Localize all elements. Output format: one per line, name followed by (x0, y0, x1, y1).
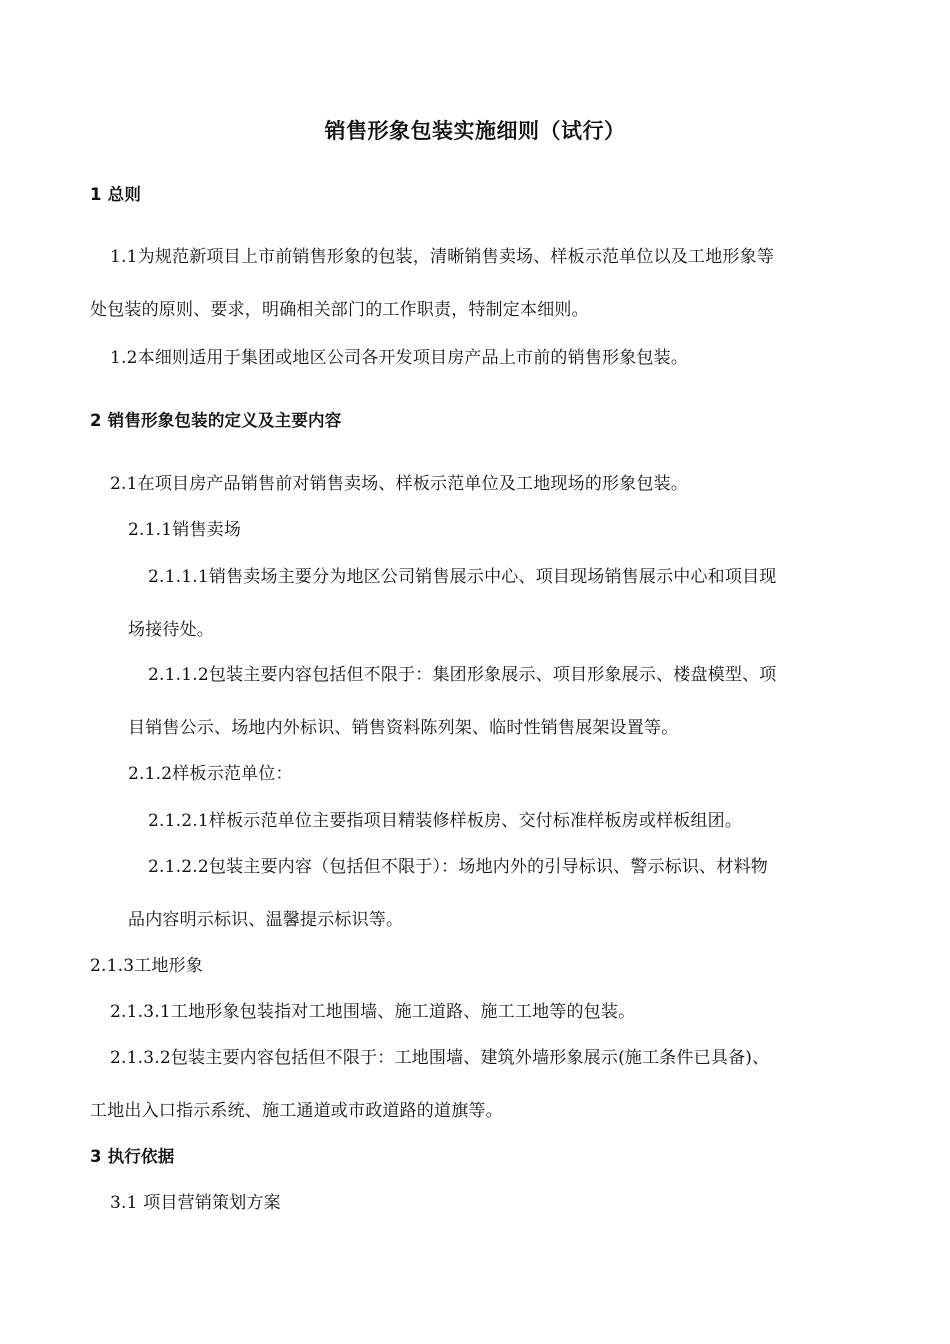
paragraph-2-1-1-1-line-1: 2.1.1.1销售卖场主要分为地区公司销售展示中心、项目现场销售展示中心和项目现 (148, 567, 777, 587)
paragraph-2-1-2-2-line-1: 2.1.2.2包装主要内容（包括但不限于）：场地内外的引导标识、警示标识、材料物 (148, 857, 768, 877)
section-2-heading: 2 销售形象包装的定义及主要内容 (90, 411, 342, 430)
paragraph-2-1-2-2-line-2: 品内容明示标识、温馨提示标识等。 (128, 910, 404, 930)
paragraph-1-1-line-2: 处包装的原则、要求，明确相关部门的工作职责，特制定本细则。 (90, 300, 589, 320)
section-1-heading: 1 总则 (90, 185, 142, 204)
paragraph-2-1-1: 2.1.1销售卖场 (128, 520, 242, 540)
document-title: 销售形象包装实施细则（试行） (324, 119, 626, 143)
paragraph-2-1: 2.1在项目房产品销售前对销售卖场、样板示范单位及工地现场的形象包装。 (110, 474, 689, 494)
paragraph-2-1-2: 2.1.2样板示范单位： (128, 764, 293, 784)
paragraph-2-1-2-1: 2.1.2.1样板示范单位主要指项目精装修样板房、交付标准样板房或样板组团。 (148, 811, 743, 831)
paragraph-1-1-line-1: 1.1为规范新项目上市前销售形象的包装，清晰销售卖场、样板示范单位以及工地形象等 (110, 247, 775, 267)
paragraph-2-1-3-1: 2.1.3.1工地形象包装指对工地围墙、施工道路、施工工地等的包装。 (110, 1002, 636, 1022)
paragraph-2-1-1-2-line-2: 目销售公示、场地内外标识、销售资料陈列架、临时性销售展架设置等。 (128, 718, 679, 738)
paragraph-2-1-1-2-line-1: 2.1.1.2包装主要内容包括但不限于：集团形象展示、项目形象展示、楼盘模型、项 (148, 665, 777, 685)
section-3-heading: 3 执行依据 (90, 1147, 175, 1166)
paragraph-1-2: 1.2本细则适用于集团或地区公司各开发项目房产品上市前的销售形象包装。 (110, 348, 689, 368)
paragraph-2-1-1-1-line-2: 场接待处。 (128, 620, 214, 640)
paragraph-2-1-3-2-line-1: 2.1.3.2包装主要内容包括但不限于：工地围墙、建筑外墙形象展示(施工条件已具备)、 (110, 1048, 770, 1068)
paragraph-3-1: 3.1 项目营销策划方案 (110, 1193, 281, 1213)
paragraph-2-1-3: 2.1.3工地形象 (90, 956, 204, 976)
paragraph-2-1-3-2-line-2: 工地出入口指示系统、施工通道或市政道路的道旗等。 (90, 1101, 503, 1121)
